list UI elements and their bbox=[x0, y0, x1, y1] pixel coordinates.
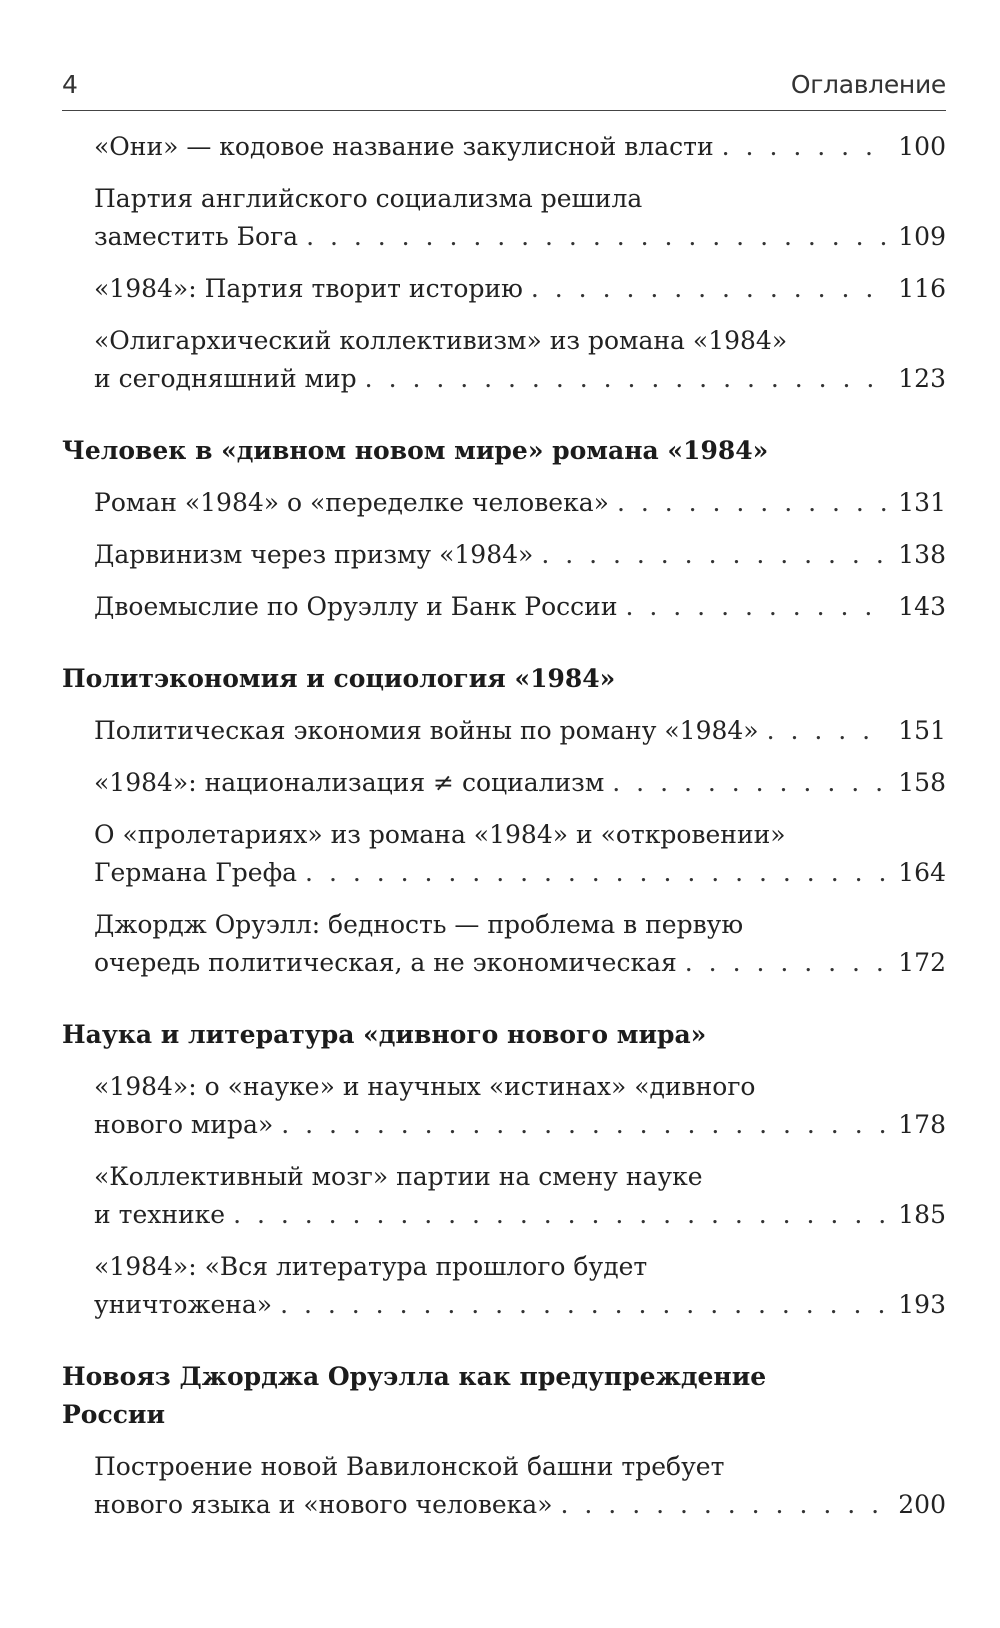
dot-leader bbox=[685, 944, 888, 982]
toc-section bbox=[62, 1358, 946, 1524]
entry-title-line: нового мира» bbox=[94, 1110, 274, 1139]
toc-entry[interactable] bbox=[94, 1158, 946, 1234]
entry-page-number: 172 bbox=[898, 948, 946, 977]
dot-leader bbox=[612, 764, 888, 802]
entry-page-number: 151 bbox=[898, 716, 946, 745]
toc-entry[interactable] bbox=[94, 322, 946, 398]
entry-page-number: 193 bbox=[898, 1290, 946, 1319]
dot-leader bbox=[365, 360, 888, 398]
toc-section bbox=[62, 128, 946, 398]
toc-section bbox=[62, 660, 946, 982]
entry-last-line bbox=[94, 270, 946, 308]
page-number: 4 bbox=[62, 70, 78, 99]
entry-title-line: Политическая экономия войны по роману «1984» bbox=[94, 716, 759, 745]
entry-page-number: 109 bbox=[898, 222, 946, 251]
dot-leader bbox=[722, 128, 888, 166]
running-header bbox=[62, 62, 946, 111]
entry-title-line: «1984»: о «науке» и научных «истинах» «дивного bbox=[94, 1072, 756, 1101]
entry-title-line: «Они» — кодовое название закулисной власти bbox=[94, 132, 714, 161]
dot-leader bbox=[280, 1286, 888, 1324]
section-title: Политэкономия и социология «1984» bbox=[62, 664, 616, 693]
entry-title-line: заместить Бога bbox=[94, 222, 299, 251]
entry-page-number: 138 bbox=[898, 540, 946, 569]
toc-entry[interactable] bbox=[94, 764, 946, 802]
entry-title-line: Партия английского социализма решила bbox=[94, 184, 643, 213]
entry-last-line bbox=[94, 218, 946, 256]
entry-last-line bbox=[94, 944, 946, 982]
entry-last-line bbox=[94, 536, 946, 574]
entry-page-number: 178 bbox=[898, 1110, 946, 1139]
entry-last-line bbox=[94, 484, 946, 522]
entry-page-number: 123 bbox=[898, 364, 946, 393]
entry-title-line: и технике bbox=[94, 1200, 226, 1229]
dot-leader bbox=[531, 270, 888, 308]
table-of-contents bbox=[62, 128, 946, 1538]
entry-last-line bbox=[94, 588, 946, 626]
toc-entry[interactable] bbox=[94, 128, 946, 166]
dot-leader bbox=[617, 484, 888, 522]
entry-title-line: Двоемыслие по Оруэллу и Банк России bbox=[94, 592, 618, 621]
entry-page-number: 100 bbox=[898, 132, 946, 161]
dot-leader bbox=[626, 588, 889, 626]
entry-title-line: Роман «1984» о «переделке человека» bbox=[94, 488, 609, 517]
section-title: Новояз Джорджа Оруэлла как предупреждение России bbox=[62, 1362, 767, 1429]
toc-entry[interactable] bbox=[94, 1448, 946, 1524]
toc-entry[interactable] bbox=[94, 906, 946, 982]
entry-last-line bbox=[94, 1196, 946, 1234]
toc-entry[interactable] bbox=[94, 712, 946, 750]
toc-entry[interactable] bbox=[94, 816, 946, 892]
entry-last-line bbox=[94, 1106, 946, 1144]
toc-entry[interactable] bbox=[94, 1068, 946, 1144]
dot-leader bbox=[541, 536, 888, 574]
entry-last-line bbox=[94, 854, 946, 892]
toc-entry[interactable] bbox=[94, 1248, 946, 1324]
dot-leader bbox=[305, 854, 888, 892]
entry-page-number: 158 bbox=[898, 768, 946, 797]
entry-last-line bbox=[94, 1286, 946, 1324]
entry-last-line bbox=[94, 360, 946, 398]
entry-title-line: «1984»: национализация ≠ социализм bbox=[94, 768, 605, 797]
toc-section bbox=[62, 1016, 946, 1324]
entry-title-line: «Коллективный мозг» партии на смену науке bbox=[94, 1162, 703, 1191]
entry-page-number: 143 bbox=[898, 592, 946, 621]
toc-entry[interactable] bbox=[94, 536, 946, 574]
dot-leader bbox=[306, 218, 888, 256]
entry-title-line: очередь политическая, а не экономическая bbox=[94, 948, 677, 977]
toc-entry[interactable] bbox=[94, 180, 946, 256]
entry-title-line: Дарвинизм через призму «1984» bbox=[94, 540, 534, 569]
toc-entry[interactable] bbox=[94, 270, 946, 308]
entry-title-line: «Олигархический коллективизм» из романа «1984» bbox=[94, 326, 788, 355]
entry-last-line bbox=[94, 712, 946, 750]
running-title: Оглавление bbox=[790, 70, 946, 99]
entry-page-number: 200 bbox=[898, 1490, 946, 1519]
entry-title-line: нового языка и «нового человека» bbox=[94, 1490, 553, 1519]
entry-title-line: Джордж Оруэлл: бедность — проблема в первую bbox=[94, 910, 744, 939]
entry-title-line: «1984»: «Вся литература прошлого будет bbox=[94, 1252, 648, 1281]
toc-entry[interactable] bbox=[94, 588, 946, 626]
entry-title-line: уничтожена» bbox=[94, 1290, 273, 1319]
entry-page-number: 164 bbox=[898, 858, 946, 887]
dot-leader bbox=[767, 712, 888, 750]
dot-leader bbox=[233, 1196, 888, 1234]
entry-title-line: О «пролетариях» из романа «1984» и «откровении» bbox=[94, 820, 786, 849]
section-title: Наука и литература «дивного нового мира» bbox=[62, 1020, 707, 1049]
section-title: Человек в «дивном новом мире» романа «1984» bbox=[62, 436, 769, 465]
entry-page-number: 131 bbox=[898, 488, 946, 517]
entry-page-number: 185 bbox=[898, 1200, 946, 1229]
entry-title-line: «1984»: Партия творит историю bbox=[94, 274, 523, 303]
entry-last-line bbox=[94, 1486, 946, 1524]
entry-last-line bbox=[94, 128, 946, 166]
entry-page-number: 116 bbox=[898, 274, 946, 303]
toc-section bbox=[62, 432, 946, 626]
toc-entry[interactable] bbox=[94, 484, 946, 522]
dot-leader bbox=[281, 1106, 888, 1144]
entry-last-line bbox=[94, 764, 946, 802]
dot-leader bbox=[561, 1486, 888, 1524]
entry-title-line: и сегодняшний мир bbox=[94, 364, 357, 393]
entry-title-line: Германа Грефа bbox=[94, 858, 298, 887]
entry-title-line: Построение новой Вавилонской башни требует bbox=[94, 1452, 725, 1481]
